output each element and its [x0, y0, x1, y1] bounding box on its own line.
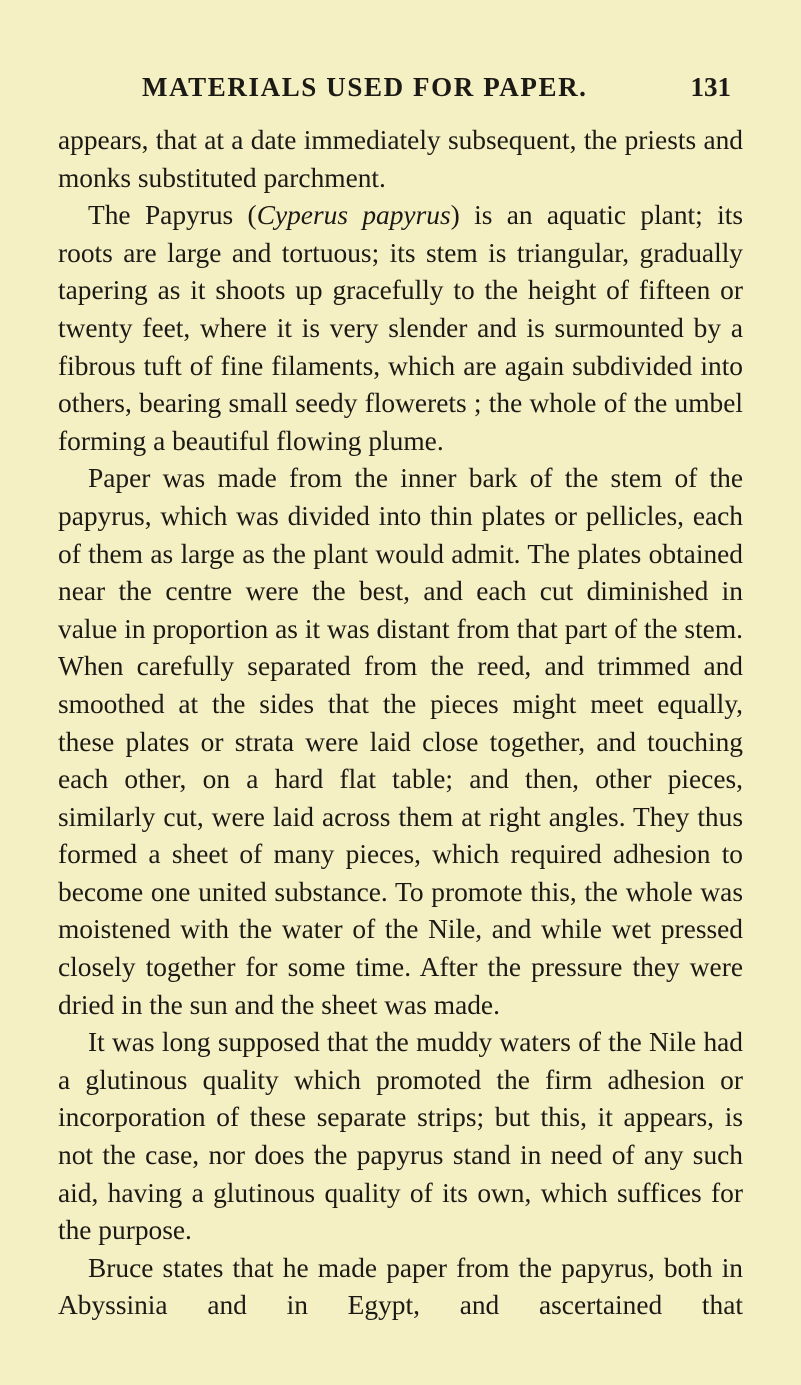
body-text	[58, 122, 743, 1325]
paragraph-bruce: Bruce states that he made paper from the papyrus, both in Abyssinia and in Egypt, and ascertained that	[58, 1252, 743, 1321]
latin-name: Cyperus papyrus	[256, 200, 451, 231]
page-number: 131	[690, 72, 731, 102]
running-head	[58, 72, 743, 116]
paragraph-text: The Papyrus (	[88, 200, 257, 231]
paragraph-papyrus-description	[58, 197, 743, 460]
paragraph-paper-making: Paper was made from the inner bark of the stem of the papyrus, which was divided into thin plates or pellicles, each of them as large as the plant would admit. The plates obtained near the centre were the best, and each cut diminished in value in proportion as it was distant from that part of the stem. When carefully separated from the reed, and trimmed and smoothed at the sides that the pieces might meet equally, these plates or strata were laid close together, and touching each other, on a hard flat table; and then, other pieces, similarly cut, were laid across them at right angles. They thus formed a sheet of many pieces, which required adhesion to become one united substance. To promote this, the whole was moistened with the water of the Nile, and while wet pressed closely together for some time. After the pressure they were dried in the sun and the sheet was made.	[58, 463, 743, 1020]
paragraph-continued: appears, that at a date immediately subsequent, the priests and monks substituted parchment.	[58, 125, 743, 193]
paragraph-text: ) is an aquatic plant; its roots are large and tortuous; its stem is triangular, gradually tapering as it shoots up gracefully to the height of fifteen or twenty feet, where it is very slender and is surmounted by a fibrous tuft of fine filaments, which are again subdivided into others, bearing small seedy flowerets ; the whole of the umbel forming a beautiful flowing plume.	[58, 200, 743, 456]
running-title: MATERIALS USED FOR PAPER.	[142, 72, 588, 102]
paragraph-nile-water: It was long supposed that the muddy waters of the Nile had a glutinous quality which promoted the firm adhesion or incorporation of these separate strips; but this, it appears, is not the case, nor does the papyrus stand in need of any such aid, having a glutinous quality of its own, which suffices for the purpose.	[58, 1027, 743, 1246]
